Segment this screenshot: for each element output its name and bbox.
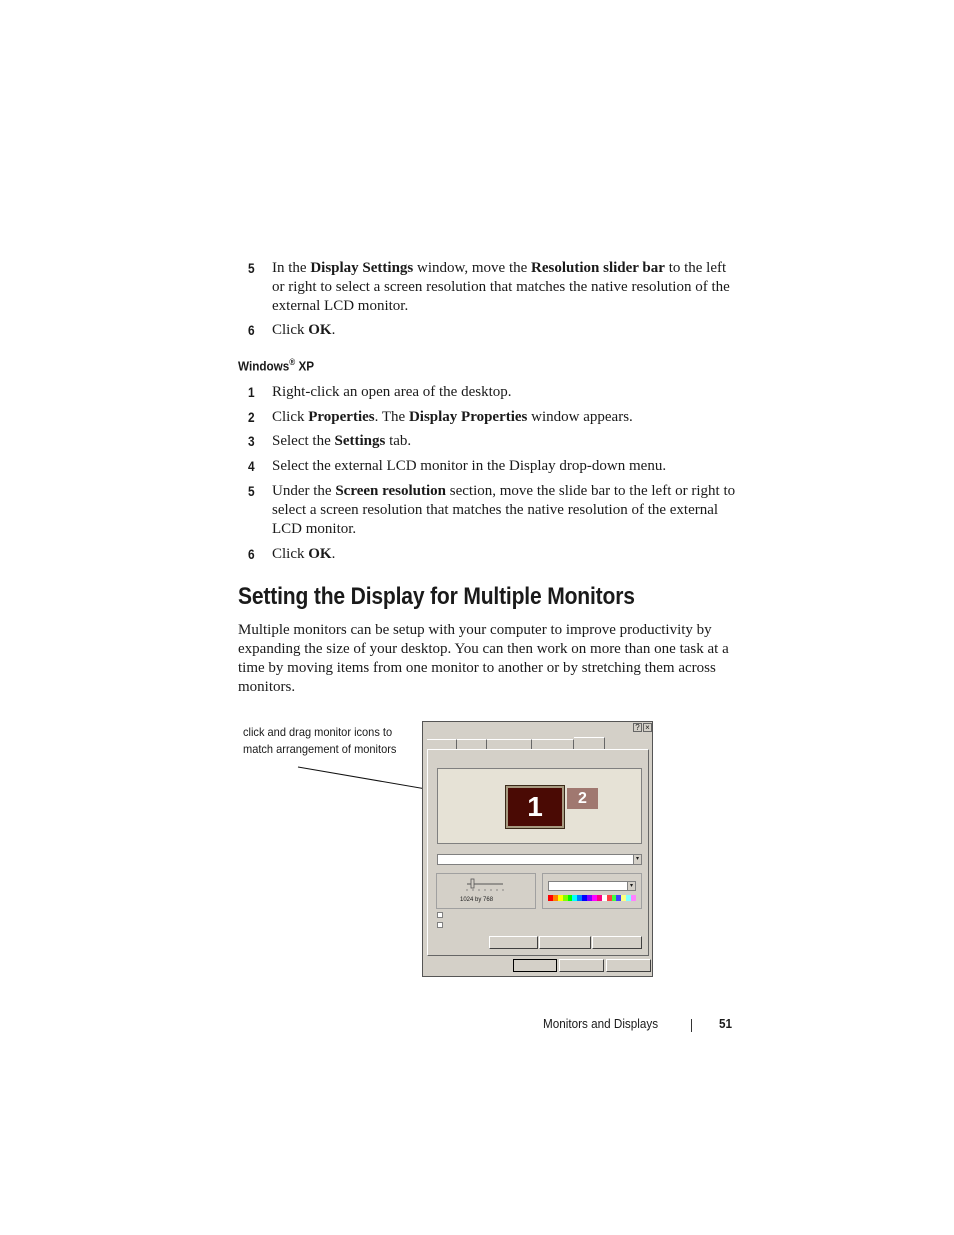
callout-label: click and drag monitor icons to match arrangement of monitors bbox=[243, 725, 397, 756]
step-number: 6 bbox=[248, 323, 255, 338]
display-dropdown[interactable] bbox=[437, 854, 642, 865]
tab-themes[interactable] bbox=[427, 739, 457, 749]
step-text: Click Properties. The Display Properties window appears. bbox=[272, 409, 633, 425]
subheading-windows-xp: Windows® XP bbox=[238, 357, 315, 374]
monitor-2-icon[interactable]: 2 bbox=[567, 788, 598, 809]
tab-desktop[interactable] bbox=[457, 739, 487, 749]
advanced-button[interactable] bbox=[592, 936, 642, 949]
display-properties-dialog bbox=[422, 721, 653, 977]
footer-separator bbox=[691, 1019, 692, 1032]
step-text: In the Display Settings window, move the Resolution slider bar to the left or right to select a screen resolution that matches the native resolution of the external LCD monitor. bbox=[272, 260, 730, 314]
section-title: Setting the Display for Multiple Monitors bbox=[238, 583, 635, 610]
close-button[interactable]: × bbox=[643, 723, 652, 732]
extend-desktop-checkbox[interactable] bbox=[437, 922, 443, 928]
chevron-down-icon: ▾ bbox=[633, 855, 641, 864]
apply-button[interactable] bbox=[606, 959, 651, 972]
dialog-titlebar bbox=[423, 722, 652, 734]
troubleshoot-button[interactable] bbox=[539, 936, 591, 949]
chevron-down-icon: ▾ bbox=[627, 882, 635, 890]
cancel-button[interactable] bbox=[559, 959, 604, 972]
step-number: 3 bbox=[248, 434, 255, 449]
step-number: 5 bbox=[248, 261, 255, 276]
monitor-1-icon[interactable]: 1 bbox=[506, 786, 564, 828]
step-text: Select the Settings tab. bbox=[272, 433, 412, 449]
color-palette-bar bbox=[548, 895, 636, 901]
step-number: 5 bbox=[248, 484, 255, 499]
page-number: 51 bbox=[719, 1016, 733, 1031]
step-number: 2 bbox=[248, 410, 255, 425]
color-quality-group bbox=[542, 873, 642, 909]
palette-swatch bbox=[631, 895, 636, 901]
step-text: Under the Screen resolution section, move the slide bar to the left or right to select a screen resolution that matches the native resolution of the external LCD monitor. bbox=[272, 483, 736, 537]
step-text: Click OK. bbox=[272, 546, 336, 562]
tab-appearance[interactable] bbox=[532, 739, 574, 749]
ok-button[interactable] bbox=[513, 959, 557, 972]
primary-monitor-checkbox[interactable] bbox=[437, 912, 443, 918]
screen-resolution-group bbox=[436, 873, 536, 909]
resolution-value: 1024 by 768 bbox=[460, 897, 494, 903]
tab-screen-saver[interactable] bbox=[487, 739, 532, 749]
step-number: 4 bbox=[248, 459, 255, 474]
help-button[interactable]: ? bbox=[633, 723, 642, 732]
color-quality-dropdown[interactable] bbox=[548, 881, 636, 891]
step-number: 6 bbox=[248, 547, 255, 562]
step-text: Select the external LCD monitor in the Display drop-down menu. bbox=[272, 458, 667, 474]
intro-paragraph: Multiple monitors can be setup with your computer to improve productivity by expanding the size of your desktop. You can then work on more than one task at a time by moving items from one monitor to another or by stretching them across monitors. bbox=[238, 622, 729, 695]
step-text: Right-click an open area of the desktop. bbox=[272, 384, 512, 400]
identify-button[interactable] bbox=[489, 936, 538, 949]
step-text: Click OK. bbox=[272, 322, 336, 338]
footer-section-name: Monitors and Displays bbox=[543, 1016, 659, 1031]
step-number: 1 bbox=[248, 385, 255, 400]
tab-settings[interactable] bbox=[574, 737, 605, 749]
monitor-arrangement-preview bbox=[437, 768, 642, 844]
